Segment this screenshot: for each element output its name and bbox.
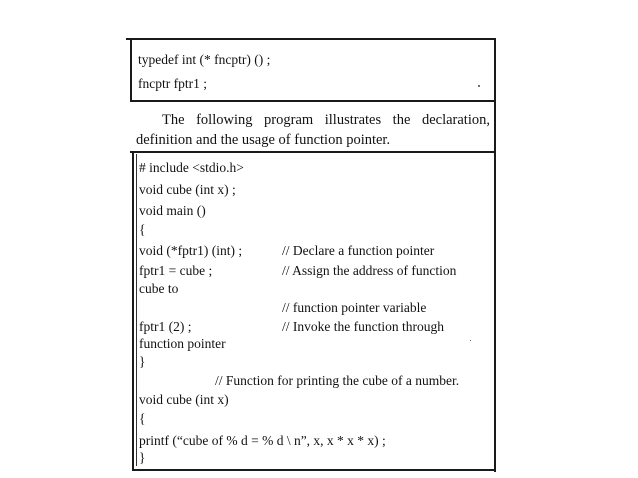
code-line-assign: fptr1 = cube ; [139,263,213,278]
code-line-function-pointer: function pointer [139,336,226,351]
comment-declare: // Declare a function pointer [282,243,435,258]
comment-pointer-variable: // function pointer variable [282,300,427,315]
header-line-2: fncptr fptr1 ; [138,76,207,91]
scan-speck [470,340,471,341]
frame-right-rule [494,40,496,472]
comment-cube-function: // Function for printing the cube of a number. [215,373,460,388]
code-line-close-brace-2: } [139,450,146,465]
frame-left-inner-rule [136,154,137,466]
code-line-call: fptr1 (2) ; [139,319,192,334]
code-line-cube-to: cube to [139,281,179,296]
prose-line-2: definition and the usage of function pointer. [136,132,391,148]
code-line-close-brace: } [139,354,146,369]
code-line-decl: void (*fptr1) (int) ; [139,243,243,258]
prose-line-1: The following program illustrates the declaration, [162,112,490,128]
comment-assign: // Assign the address of function [282,263,457,278]
frame-left-rule-lower [132,152,134,470]
code-line-main: void main () [139,203,206,218]
divider-rule-2 [130,151,496,153]
code-line-cube-def: void cube (int x) [139,392,229,407]
code-line-prototype: void cube (int x) ; [139,182,236,197]
frame-bottom-rule [132,469,494,471]
divider-rule-1 [130,100,496,102]
scan-speck [478,85,480,87]
frame-left-rule-upper [130,40,132,100]
code-line-open-brace: { [139,222,146,237]
comment-invoke: // Invoke the function through [282,319,444,334]
frame-top-rule [126,38,496,40]
code-line-open-brace-2: { [139,411,146,426]
code-line-include: # include <stdio.h> [139,160,244,175]
header-line-1: typedef int (* fncptr) () ; [138,52,271,67]
code-line-printf: printf (“cube of % d = % d \ n”, x, x * x * x) ; [139,433,386,448]
